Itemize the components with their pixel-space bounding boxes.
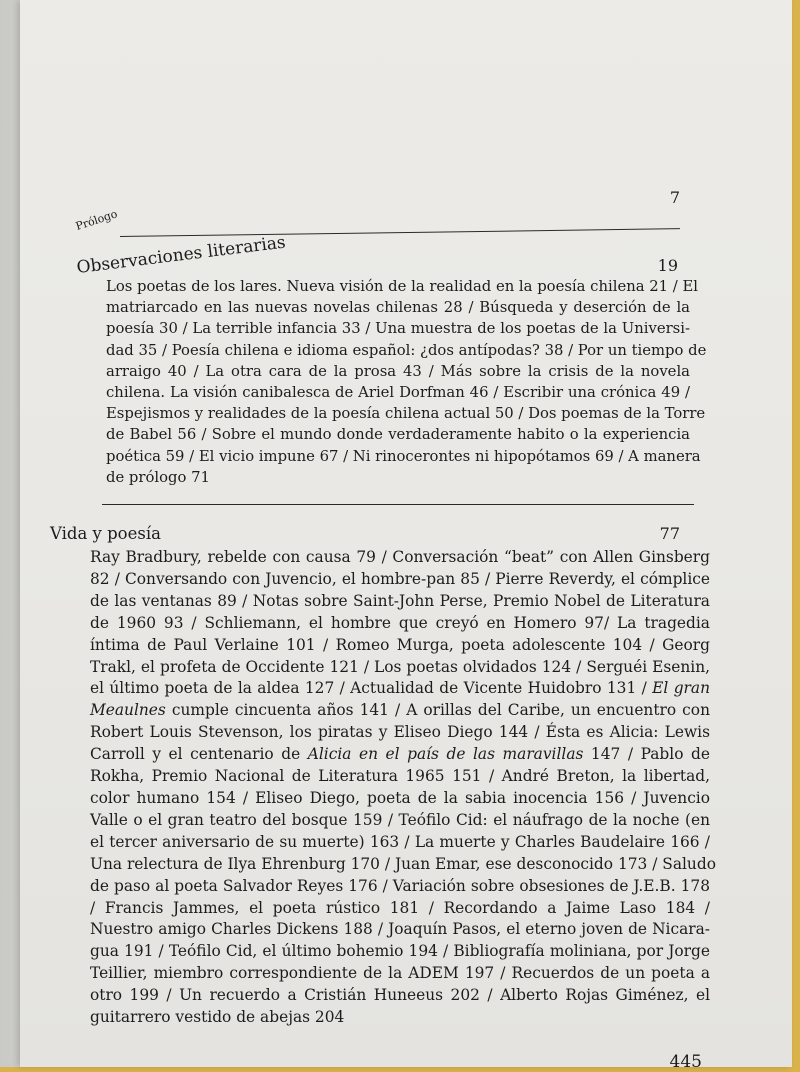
- text-line: de las ventanas 89 / Notas sobre Saint-John Perse, Premio Nobel de Literatura: [90, 591, 710, 610]
- divider-rule: [102, 504, 694, 505]
- text-line: Una relectura de Ilya Ehrenburg 170 / Juan Emar, ese desconocido 173 / Saludo: [90, 854, 716, 873]
- section-title-vida-y-poesia: Vida y poesía: [50, 524, 161, 543]
- text-line: poesía 30 / La terrible infancia 33 / Una muestra de los poetas de la Universi-: [106, 320, 690, 338]
- text-line: Ray Bradbury, rebelde con causa 79 / Conversación “beat” con Allen Ginsberg: [90, 548, 710, 566]
- text-line: [90, 700, 710, 722]
- text-line: de 1960 93 / Schliemann, el hombre que creyó en Homero 97/ La tragedia: [90, 613, 710, 632]
- text-line: de Babel 56 / Sobre el mundo donde verdaderamente habito o la experiencia: [106, 426, 690, 444]
- text-line: 82 / Conversando con Juvencio, el hombre-pan 85 / Pierre Reverdy, el cómplice: [90, 569, 710, 588]
- page-number-footer: 445: [669, 1052, 702, 1072]
- section-page-vida-y-poesia: 77: [659, 524, 680, 543]
- section-title-observaciones: Observaciones literarias: [75, 232, 287, 278]
- page-number-prologo: 7: [669, 188, 680, 207]
- text-line: el tercer aniversario de su muerte) 163 / La muerte y Charles Baudelaire 166 /: [90, 832, 710, 851]
- text-line: Los poetas de los lares. Nueva visión de la realidad en la poesía chilena 21 / El: [106, 278, 699, 295]
- divider-rule: [120, 228, 680, 237]
- text-line: dad 35 / Poesía chilena e idioma español: ¿dos antípodas? 38 / Por un tiempo de: [106, 341, 707, 359]
- text-line: chilena. La visión canibalesca de Ariel Dorfman 46 / Escribir una crónica 49 /: [106, 384, 690, 402]
- text-line: [90, 744, 710, 766]
- prologo-label: Prólogo: [73, 207, 119, 233]
- text-line: Rokha, Premio Nacional de Literatura 1965 151 / André Breton, la libertad,: [90, 767, 710, 786]
- text-segment: Carroll y el centenario de: [90, 745, 308, 764]
- text-line: de prólogo 71: [106, 468, 210, 486]
- italic-title: El gran: [652, 679, 710, 698]
- text-line: Espejismos y realidades de la poesía chilena actual 50 / Dos poemas de la Torre: [106, 405, 706, 423]
- text-line: / Francis Jammes, el poeta rústico 181 / Recordando a Jaime Laso 184 /: [90, 898, 710, 917]
- book-page: [20, 0, 792, 1072]
- text-segment: el último poeta de la aldea 127 / Actualidad de Vicente Huidobro 131 /: [90, 679, 653, 698]
- text-line: Nuestro amigo Charles Dickens 188 / Joaquín Pasos, el eterno joven de Nicara-: [90, 920, 710, 939]
- section-body-observaciones: [106, 276, 707, 488]
- text-line: Robert Louis Stevenson, los piratas y Eliseo Diego 144 / Ésta es Alicia: Lewis: [90, 723, 710, 742]
- text-line: gua 191 / Teófilo Cid, el último bohemio 194 / Bibliografía moliniana, por Jorge: [90, 942, 710, 961]
- section-page-observaciones: 19: [657, 256, 678, 275]
- text-line: íntima de Paul Verlaine 101 / Romeo Murga, poeta adolescente 104 / Georg: [90, 635, 710, 654]
- text-segment: cumple cincuenta años 141 / A orillas del Caribe, un encuentro con: [171, 701, 710, 720]
- text-line: de paso al poeta Salvador Reyes 176 / Variación sobre obsesiones de J.E.B. 178: [90, 876, 710, 895]
- text-line: [90, 678, 710, 700]
- text-line: color humano 154 / Eliseo Diego, poeta de la sabia inocencia 156 / Juvencio: [90, 788, 710, 807]
- section-body-vida-y-poesia: [90, 547, 716, 1029]
- text-line: otro 199 / Un recuerdo a Cristián Huneeus 202 / Alberto Rojas Giménez, el: [90, 986, 710, 1005]
- text-line: poética 59 / El vicio impune 67 / Ni rinocerontes ni hipopótamos 69 / A manera: [106, 447, 701, 465]
- text-segment: 147 / Pablo de: [583, 745, 710, 764]
- italic-title: Meaulnes: [90, 701, 166, 720]
- text-line: Valle o el gran teatro del bosque 159 / Teófilo Cid: el náufrago de la noche (en: [90, 810, 710, 829]
- text-line: arraigo 40 / La otra cara de la prosa 43 / Más sobre la crisis de la novela: [106, 362, 690, 380]
- text-line: matriarcado en las nuevas novelas chilenas 28 / Búsqueda y deserción de la: [106, 299, 690, 317]
- italic-title: Alicia en el país de las maravillas: [307, 745, 584, 764]
- text-line: Trakl, el profeta de Occidente 121 / Los poetas olvidados 124 / Serguéi Esenin,: [90, 657, 710, 676]
- text-line: Teillier, miembro correspondiente de la ADEM 197 / Recuerdos de un poeta a: [90, 964, 710, 983]
- text-line: guitarrero vestido de abejas 204: [90, 1008, 345, 1027]
